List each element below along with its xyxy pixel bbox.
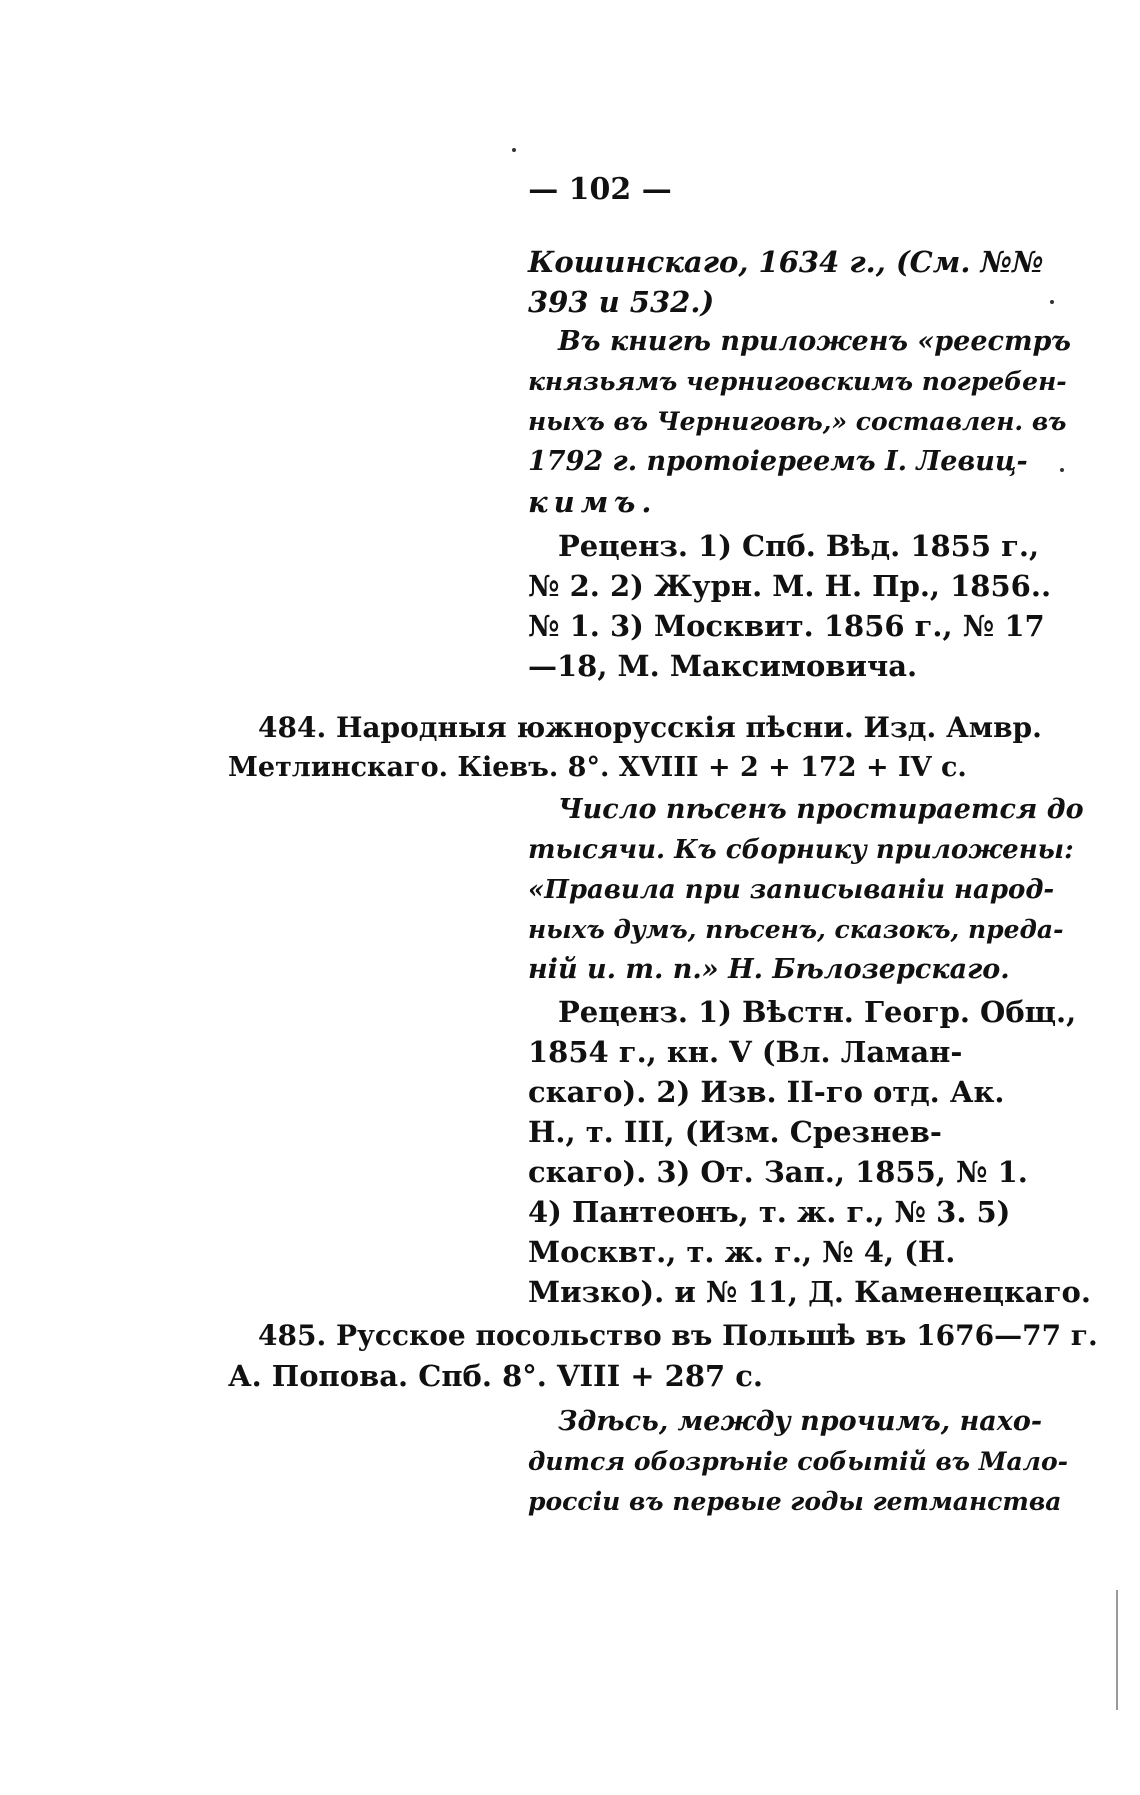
text-line: Кошинскаго, 1634 г., (См. №№ xyxy=(528,245,1044,279)
review-line: № 1. 3) Москвит. 1856 г., № 17 xyxy=(528,609,1045,643)
entry-485-heading: 485. Русское посольство въ Польшѣ въ 1676—77 г. xyxy=(258,1319,1098,1352)
entry-484-heading: 484. Народныя южнорусскія пѣсни. Изд. Амвр. xyxy=(258,711,1042,744)
print-speck xyxy=(1060,468,1064,472)
note-line: «Правила при записываніи народ- xyxy=(528,875,1055,905)
text-line: кимъ. xyxy=(528,485,658,519)
review-line: Н., т. III, (Изм. Срезнев- xyxy=(528,1115,942,1149)
review-line: Реценз. 1) Вѣстн. Геогр. Общ., xyxy=(558,995,1077,1029)
review-line: 4) Пантеонъ, т. ж. г., № 3. 5) xyxy=(528,1195,1011,1229)
note-line: ныхъ думъ, пѣсенъ, сказокъ, преда- xyxy=(528,915,1064,944)
note-line: тысячи. Къ сборнику приложены: xyxy=(528,835,1074,865)
text-line: ныхъ въ Черниговѣ,» составлен. въ xyxy=(528,407,1067,436)
review-line: Москвт., т. ж. г., № 4, (Н. xyxy=(528,1235,956,1269)
entry-485-heading: А. Попова. Спб. 8°. VIII + 287 с. xyxy=(228,1359,764,1393)
print-speck xyxy=(512,148,516,152)
review-line: № 2. 2) Журн. М. Н. Пр., 1856.. xyxy=(528,569,1052,603)
review-line: 1854 г., кн. V (Вл. Ламан- xyxy=(528,1035,963,1069)
note-line: Число пѣсенъ простирается до xyxy=(558,794,1084,825)
review-line: скаго). 2) Изв. II-го отд. Ак. xyxy=(528,1075,1005,1109)
review-line: скаго). 3) От. Зап., 1855, № 1. xyxy=(528,1155,1028,1189)
entry-484-heading: Метлинскаго. Кіевъ. 8°. XVIII + 2 + 172 + IV с. xyxy=(228,752,967,783)
review-line: —18, М. Максимовича. xyxy=(528,649,918,683)
review-line: Реценз. 1) Спб. Вѣд. 1855 г., xyxy=(558,529,1040,563)
note-line: Здѣсь, между прочимъ, нахо- xyxy=(558,1406,1043,1437)
text-line: 1792 г. протоiереемъ I. Левиц- xyxy=(528,446,1028,477)
text-line: Въ книгѣ приложенъ «реестръ xyxy=(558,326,1072,357)
print-speck xyxy=(1050,300,1054,304)
text-line: 393 и 532.) xyxy=(528,285,715,319)
page-edge-mark xyxy=(1116,1590,1118,1710)
page-number: — 102 — xyxy=(528,172,672,207)
note-line: россіи въ первые годы гетманства xyxy=(528,1487,1062,1516)
note-line: ній и. т. п.» Н. Бѣлозерскаго. xyxy=(528,954,1010,985)
text-line: князьямъ черниговскимъ погребен- xyxy=(528,367,1067,396)
note-line: дится обозрѣніе событій въ Мало- xyxy=(528,1447,1068,1476)
review-line: Мизко). и № 11, Д. Каменецкаго. xyxy=(528,1275,1091,1309)
